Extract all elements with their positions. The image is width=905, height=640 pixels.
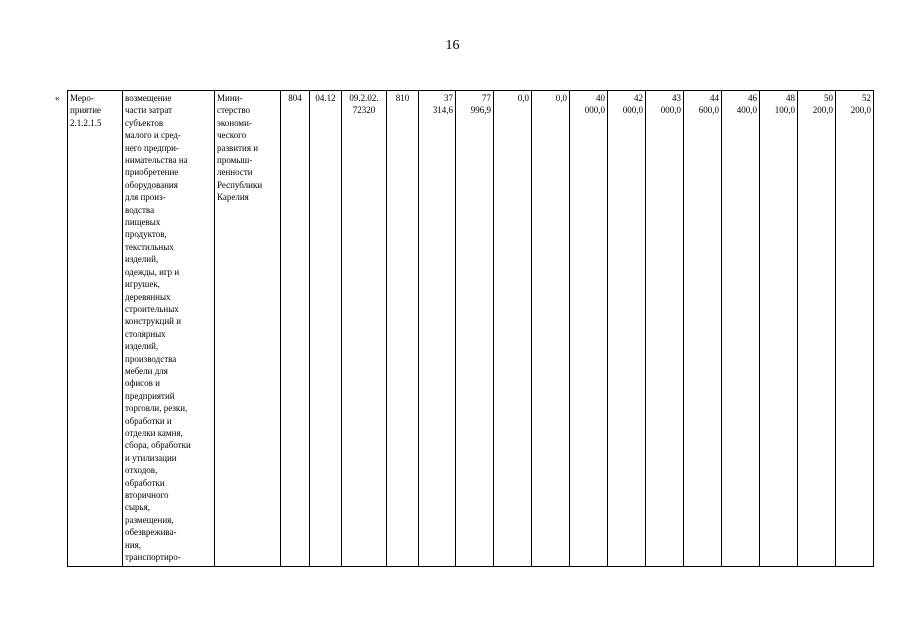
cell-line: 48 bbox=[786, 93, 795, 103]
cell-line: столярных bbox=[125, 328, 166, 339]
cell-line: 000,0 bbox=[622, 105, 643, 116]
cell-line: 42 bbox=[634, 93, 643, 103]
cell-line: 400,0 bbox=[736, 105, 757, 116]
cell-line: приобретение bbox=[125, 167, 179, 178]
cell-line: транспортиро- bbox=[125, 552, 181, 563]
cell-line: офисов и bbox=[125, 378, 160, 389]
cell-line: 43 bbox=[672, 93, 681, 103]
value-cell bbox=[419, 91, 456, 567]
cell-line: текстильных bbox=[125, 241, 174, 252]
cell-line: и утилизации bbox=[125, 452, 177, 463]
cell-line: игрушек, bbox=[125, 279, 160, 290]
description-cell bbox=[123, 91, 215, 567]
cell-line: 2.1.2.1.5 bbox=[70, 117, 102, 128]
cell-line: обезврежива- bbox=[125, 527, 177, 538]
cell-line: ческого bbox=[217, 130, 247, 141]
cell-line: Мини- bbox=[217, 93, 243, 103]
cell-line: развития и bbox=[217, 142, 259, 153]
grbs-cell: 804 bbox=[281, 91, 310, 567]
cell-line: стерство bbox=[217, 105, 251, 116]
cell-line: 996,9 bbox=[470, 105, 491, 116]
event-cell bbox=[68, 91, 123, 567]
cell-line: одежды, игр и bbox=[125, 266, 180, 277]
cell-line: Республики bbox=[217, 179, 263, 190]
cell-line: 37 bbox=[444, 93, 453, 103]
value-cell bbox=[646, 91, 684, 567]
value-cell bbox=[836, 91, 874, 567]
cell-line: деревянных bbox=[125, 291, 171, 302]
cell-line: приятие bbox=[70, 105, 102, 116]
executor-cell bbox=[215, 91, 281, 567]
value-cell bbox=[570, 91, 608, 567]
cell-line: сбора, обработки bbox=[125, 440, 191, 451]
cell-line: изделий, bbox=[125, 254, 159, 265]
csr-cell bbox=[342, 91, 387, 567]
value-cell bbox=[456, 91, 494, 567]
cell-line: 50 bbox=[824, 93, 833, 103]
cell-line: продуктов, bbox=[125, 229, 167, 240]
cell-line: обработки и bbox=[125, 415, 172, 426]
cell-line: 09.2.02. bbox=[349, 93, 379, 103]
cell-line: производства bbox=[125, 353, 177, 364]
cell-line: возмещение bbox=[125, 93, 172, 103]
value-cell bbox=[608, 91, 646, 567]
value-cell bbox=[722, 91, 760, 567]
value-cell bbox=[760, 91, 798, 567]
budget-table bbox=[67, 90, 874, 567]
cell-line: конструкций и bbox=[125, 316, 182, 327]
cell-line: Карелия bbox=[217, 192, 249, 203]
cell-line: 100,0 bbox=[774, 105, 795, 116]
cell-line: 000,0 bbox=[660, 105, 681, 116]
cell-line: 46 bbox=[748, 93, 757, 103]
cell-line: субъектов bbox=[125, 117, 164, 128]
page-number: 16 bbox=[445, 38, 460, 53]
cell-line: 44 bbox=[710, 93, 719, 103]
cell-line: 600,0 bbox=[698, 105, 719, 116]
cell-line: пищевых bbox=[125, 217, 161, 228]
cell-line: торговли, резки, bbox=[125, 403, 188, 414]
cell-line: промыш- bbox=[217, 155, 253, 166]
cell-line: оборудования bbox=[125, 179, 178, 190]
cell-line: для произ- bbox=[125, 192, 166, 203]
cell-line: предприятий bbox=[125, 390, 175, 401]
cell-line: строительных bbox=[125, 303, 179, 314]
value-cell bbox=[494, 91, 532, 567]
cell-line: 40 bbox=[596, 93, 605, 103]
value-cell bbox=[684, 91, 722, 567]
rzpr-cell: 04.12 bbox=[310, 91, 342, 567]
cell-line: 72320 bbox=[352, 105, 376, 116]
cell-line: 0,0 bbox=[555, 93, 567, 103]
table-row bbox=[68, 91, 874, 567]
cell-line: водства bbox=[125, 204, 155, 215]
cell-line: 0,0 bbox=[517, 93, 529, 103]
cell-line: обработки bbox=[125, 477, 165, 488]
cell-line: него предпри- bbox=[125, 142, 179, 153]
cell-line: 314,6 bbox=[432, 105, 453, 116]
cell-line: 000,0 bbox=[584, 105, 605, 116]
cell-line: Меро- bbox=[70, 93, 94, 103]
cell-line: 77 bbox=[482, 93, 491, 103]
cell-line: 52 bbox=[862, 93, 871, 103]
cell-line: мебели для bbox=[125, 365, 168, 376]
cell-line: размещения, bbox=[125, 514, 174, 525]
cell-line: отходов, bbox=[125, 465, 158, 476]
cell-line: части затрат bbox=[125, 105, 173, 116]
cell-line: экономи- bbox=[217, 117, 252, 128]
cell-line: ленности bbox=[217, 167, 253, 178]
cell-line: изделий, bbox=[125, 341, 159, 352]
cell-line: нимательства на bbox=[125, 155, 188, 166]
quote-mark: « bbox=[55, 93, 60, 103]
cell-line: сырья, bbox=[125, 502, 151, 513]
cell-line: малого и сред- bbox=[125, 130, 181, 141]
vr-cell: 810 bbox=[387, 91, 419, 567]
cell-line: ния, bbox=[125, 539, 142, 550]
value-cell bbox=[532, 91, 570, 567]
cell-line: 200,0 bbox=[850, 105, 871, 116]
cell-line: 200,0 bbox=[812, 105, 833, 116]
value-cell bbox=[798, 91, 836, 567]
cell-line: отделки камня, bbox=[125, 427, 183, 438]
cell-line: вторичного bbox=[125, 490, 169, 500]
